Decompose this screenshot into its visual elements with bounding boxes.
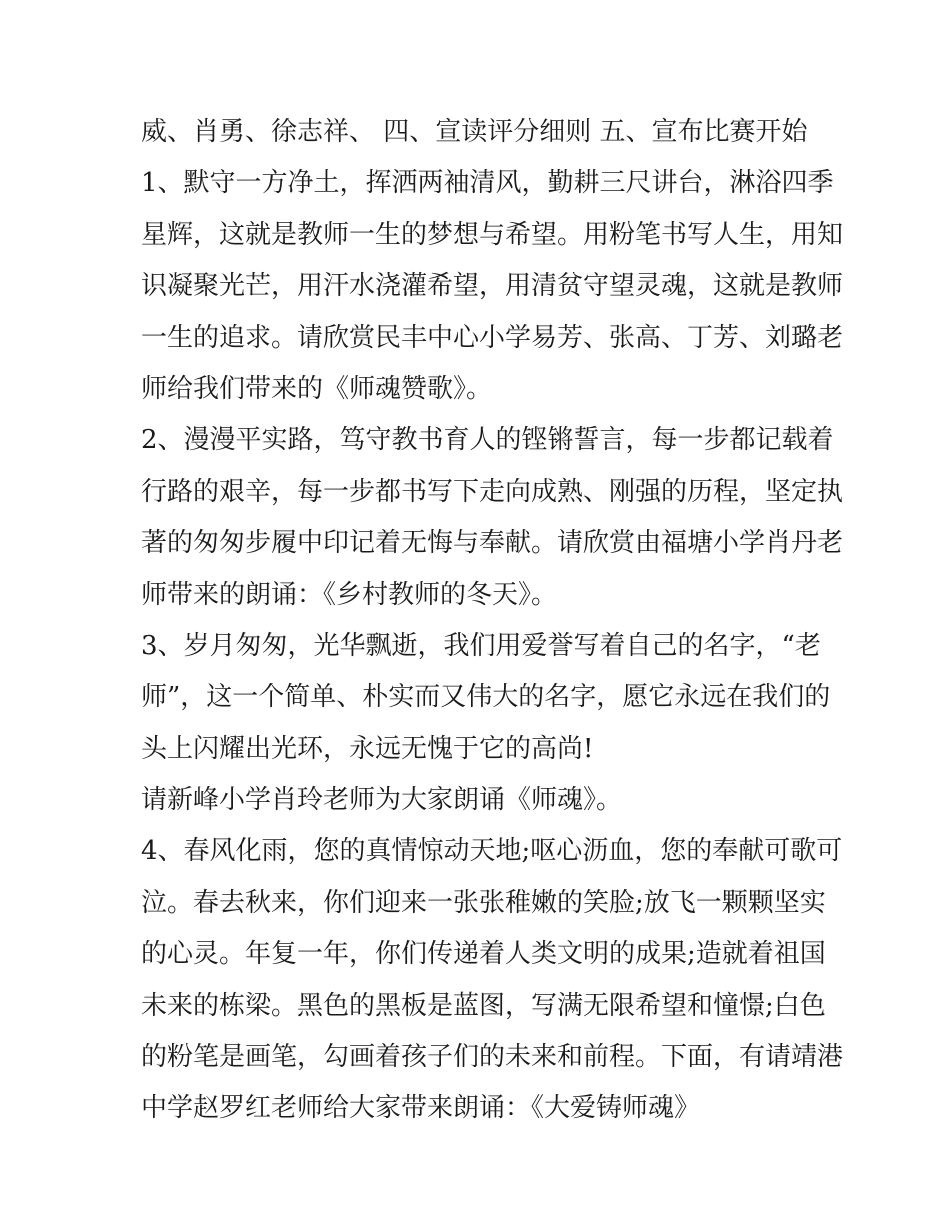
text-line: 请新峰小学肖玲老师为大家朗诵《师魂》。 [141, 785, 623, 816]
text-line: 师带来的朗诵：《乡村教师的冬天》。 [141, 579, 558, 610]
text-line: 头上闪耀出光环，永远无愧于它的高尚! [141, 733, 594, 764]
text-line: 的心灵。年复一年，你们传递着人类文明的成果;造就着祖国 [141, 939, 826, 970]
text-line: 著的匆匆步履中印记着无悔与奉献。请欣赏由福塘小学肖丹老 [141, 528, 844, 559]
text-line: 一生的追求。请欣赏民丰中心小学易芳、张高、丁芳、刘璐老 [141, 322, 844, 353]
document-body [141, 107, 844, 1135]
text-line: 3、岁月匆匆，光华飘逝，我们用爱誉写着自己的名字，“老 [141, 630, 821, 661]
text-line: 行路的艰辛，每一步都书写下走向成熟、刚强的历程，坚定执 [141, 476, 844, 507]
text-line: 识凝聚光芒，用汗水浇灌希望，用清贫守望灵魂，这就是教师 [141, 271, 844, 302]
text-line: 威、肖勇、徐志祥、 四、宣读评分细则 五、宣布比赛开始 [141, 117, 808, 147]
text-line: 的粉笔是画笔，勾画着孩子们的未来和前程。下面，有请靖港 [141, 1042, 844, 1073]
text-line: 未来的栋梁。黑色的黑板是蓝图，写满无限希望和憧憬;白色 [141, 990, 826, 1021]
text-line: 师”，这一个简单、朴实而又伟大的名字，愿它永远在我们的 [141, 682, 831, 713]
text-line: 中学赵罗红老师给大家带来朗诵：《大爱铸师魂》 [141, 1093, 701, 1124]
text-line: 4、春风化雨，您的真情惊动天地;呕心沥血，您的奉献可歌可 [141, 836, 843, 867]
text-line: 师给我们带来的《师魂赞歌》。 [141, 373, 493, 404]
text-line: 2、漫漫平实路，笃守教书育人的铿锵誓言，每一步都记载着 [141, 425, 834, 456]
text-line: 泣。春去秋来，你们迎来一张张稚嫩的笑脸;放飞一颗颗坚实 [141, 887, 826, 918]
text-line: 星辉，这就是教师一生的梦想与希望。用粉笔书写人生，用知 [141, 219, 844, 250]
text-line: 1、默守一方净土，挥洒两袖清风，勤耕三尺讲台，淋浴四季 [141, 168, 834, 199]
